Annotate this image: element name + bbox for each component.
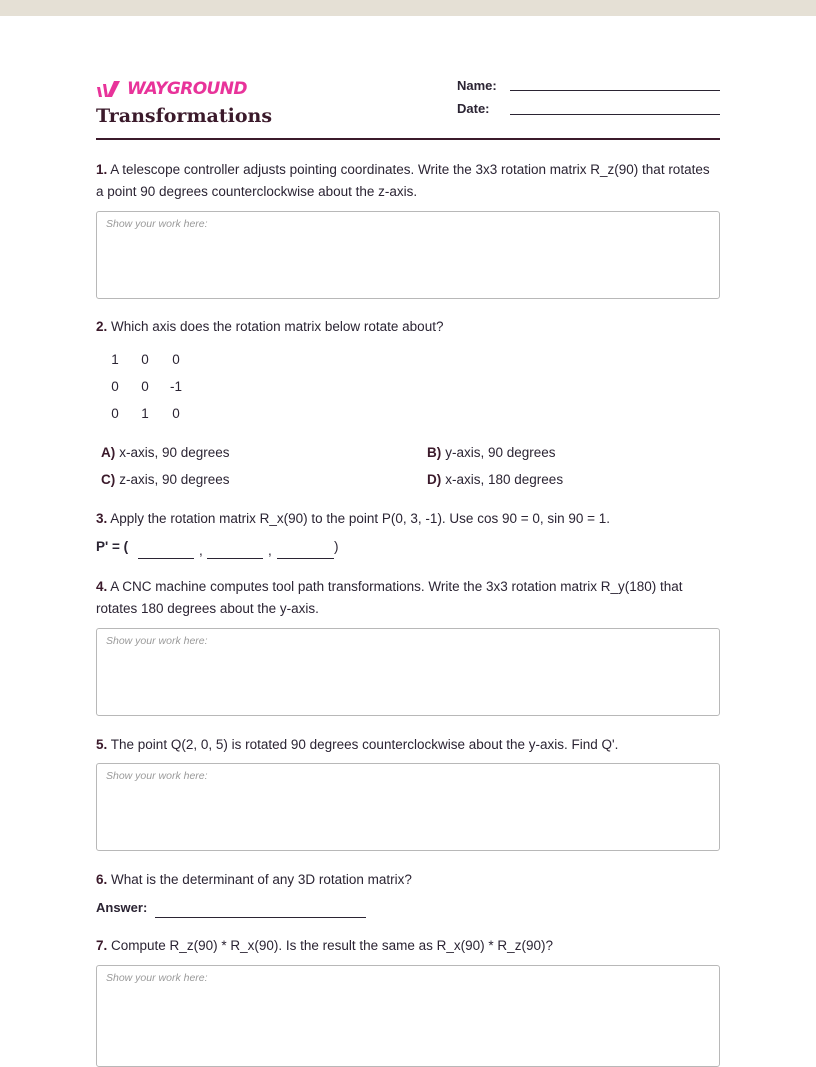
- question-text: Which axis does the rotation matrix below rotate about?: [111, 319, 444, 334]
- matrix-cell: 0: [141, 379, 149, 394]
- question-number: 2.: [96, 319, 108, 334]
- work-area-7[interactable]: [96, 965, 720, 1067]
- question-text: A telescope controller adjusts pointing coordinates. Write the 3x3 rotation matrix R_z(90) that rotates a point 90 degrees counterclockwise about the z-axis.: [96, 162, 710, 199]
- answer-separator: ,: [268, 543, 272, 558]
- brand-logo: [96, 79, 247, 99]
- option-letter: A): [101, 445, 116, 460]
- question-1: [96, 159, 720, 203]
- matrix-cell: 0: [141, 352, 149, 367]
- top-bar: [0, 0, 816, 16]
- question-7: [96, 935, 720, 957]
- matrix-cell: 0: [111, 406, 119, 421]
- question-number: 7.: [96, 938, 108, 953]
- option-b[interactable]: [427, 445, 556, 460]
- option-letter: B): [427, 445, 442, 460]
- matrix-cell: -1: [169, 379, 182, 394]
- answer-blank-z[interactable]: [277, 544, 334, 559]
- option-text: y-axis, 90 degrees: [445, 445, 556, 460]
- question-number: 4.: [96, 579, 108, 594]
- work-area-4[interactable]: [96, 628, 720, 716]
- option-letter: D): [427, 472, 442, 487]
- option-text: z-axis, 90 degrees: [119, 472, 230, 487]
- work-area-5[interactable]: [96, 763, 720, 851]
- name-label: Name:: [457, 78, 497, 93]
- work-area-1[interactable]: [96, 211, 720, 299]
- brand-name: WAYGROUND: [127, 79, 247, 99]
- option-a[interactable]: [101, 445, 230, 460]
- answer-field[interactable]: [155, 903, 366, 918]
- matrix-cell: 0: [111, 379, 119, 394]
- question-number: 3.: [96, 511, 108, 526]
- work-placeholder: Show your work here:: [106, 218, 208, 230]
- question-2: [96, 316, 720, 338]
- work-placeholder: Show your work here:: [106, 635, 208, 647]
- answer-separator: ,: [199, 543, 203, 558]
- header-divider: [96, 138, 720, 140]
- work-placeholder: Show your work here:: [106, 770, 208, 782]
- answer-prefix: P' = (: [96, 539, 129, 554]
- wayground-logo-icon: [96, 80, 122, 98]
- option-c[interactable]: [101, 472, 230, 487]
- date-label: Date:: [457, 101, 490, 116]
- matrix-cell: 1: [141, 406, 149, 421]
- question-3: [96, 508, 720, 530]
- name-field[interactable]: [510, 90, 720, 91]
- page-title: Transformations: [96, 105, 273, 127]
- work-placeholder: Show your work here:: [106, 972, 208, 984]
- question-text: The point Q(2, 0, 5) is rotated 90 degrees counterclockwise about the y-axis. Find Q'.: [110, 737, 619, 752]
- answer-blank-x[interactable]: [138, 544, 194, 559]
- question-text: Apply the rotation matrix R_x(90) to the point P(0, 3, -1). Use cos 90 = 0, sin 90 = 1.: [110, 511, 611, 526]
- answer-label: Answer:: [96, 900, 148, 915]
- question-number: 6.: [96, 872, 108, 887]
- question-4: [96, 576, 720, 620]
- question-6: [96, 869, 720, 891]
- matrix-cell: 0: [172, 406, 180, 421]
- matrix-cell: 1: [111, 352, 119, 367]
- answer-suffix: ): [334, 539, 339, 554]
- option-d[interactable]: [427, 472, 563, 487]
- question-text: Compute R_z(90) * R_x(90). Is the result the same as R_x(90) * R_z(90)?: [111, 938, 553, 953]
- matrix-cell: 0: [172, 352, 180, 367]
- option-text: x-axis, 90 degrees: [119, 445, 230, 460]
- question-number: 5.: [96, 737, 108, 752]
- question-number: 1.: [96, 162, 108, 177]
- question-text: What is the determinant of any 3D rotation matrix?: [111, 872, 412, 887]
- option-text: x-axis, 180 degrees: [445, 472, 564, 487]
- option-letter: C): [101, 472, 116, 487]
- date-field[interactable]: [510, 114, 720, 115]
- answer-blank-y[interactable]: [207, 544, 263, 559]
- question-text: A CNC machine computes tool path transformations. Write the 3x3 rotation matrix R_y(180) that rotates 180 degrees about the y-axis.: [96, 579, 683, 616]
- question-5: [96, 734, 720, 756]
